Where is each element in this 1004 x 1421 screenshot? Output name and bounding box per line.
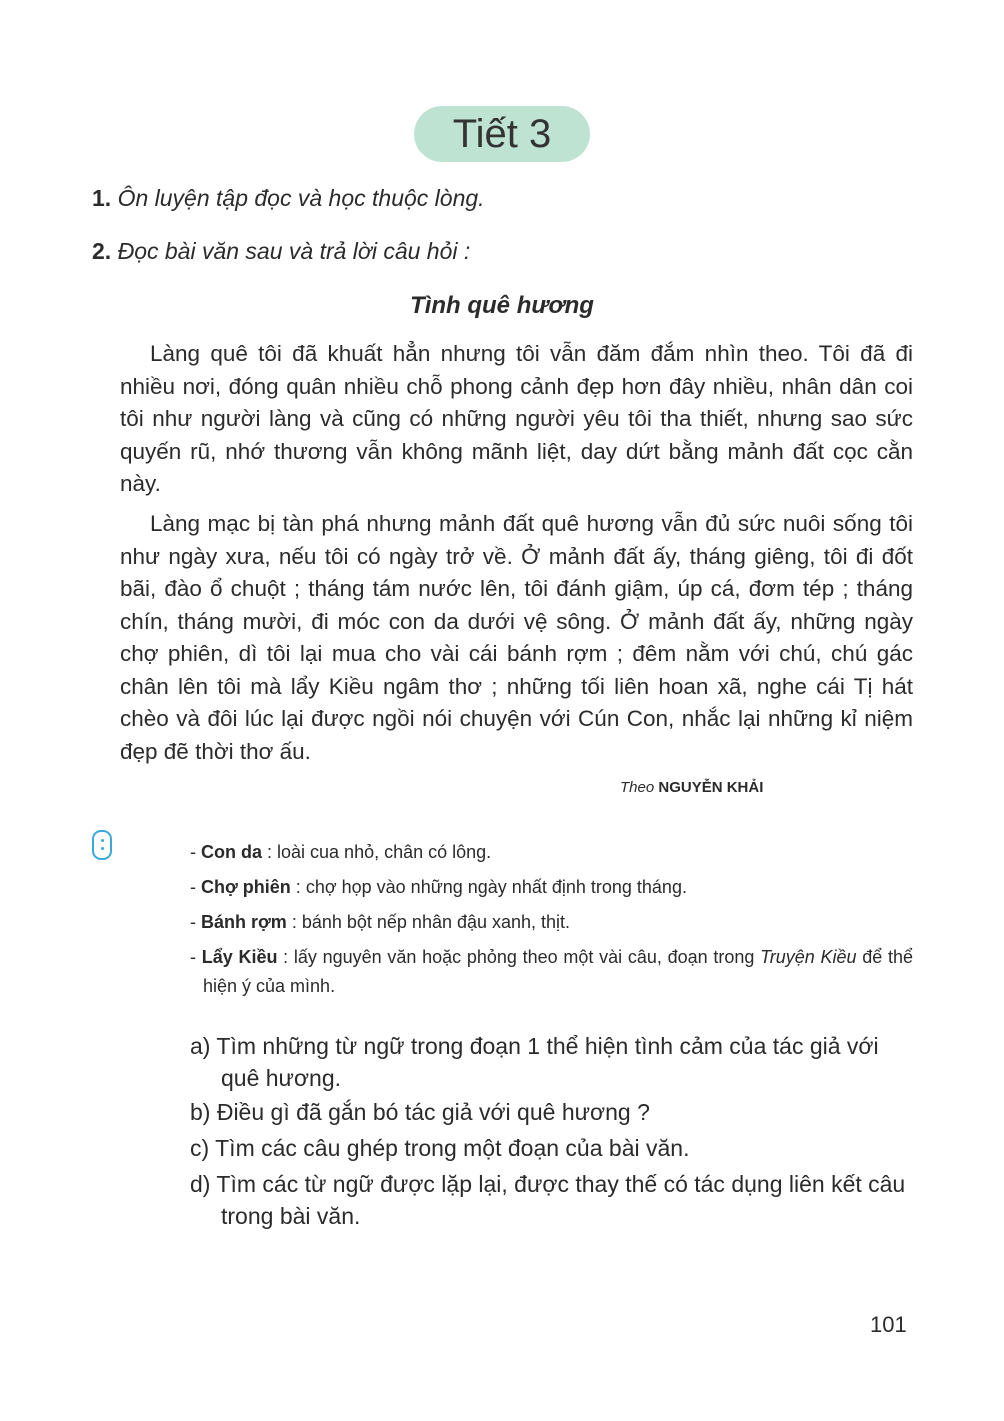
passage-source bbox=[620, 779, 763, 796]
glossary-def: chợ họp vào những ngày nhất định trong tháng. bbox=[305, 877, 687, 897]
glossary-def: bánh bột nếp nhân đậu xanh, thịt. bbox=[301, 912, 571, 932]
glossary-term: Con da bbox=[201, 842, 262, 862]
glossary-def-tail: để thể hiện ý của mình. bbox=[203, 947, 914, 996]
task-1 bbox=[92, 185, 485, 212]
task-1-number: 1. bbox=[92, 185, 112, 211]
glossary-sep: : bbox=[262, 842, 278, 862]
glossary-def-italic: Truyện Kiều bbox=[760, 947, 857, 967]
passage-paragraph-2: Làng mạc bị tàn phá nhưng mảnh đất quê hương vẫn đủ sức nuôi sống tôi như ngày xưa, nếu tôi có ngày trở về. Ở mảnh đất ấy, tháng giêng, tôi đi đốt bãi, đào ổ chuột ; tháng tám nước lên, tôi đánh giậm, úp cá, đơm tép ; tháng chín, tháng mười, đi móc con da dưới vệ sông. Ở mảnh đất ấy, những ngày chợ phiên, dì tôi lại mua cho vài cái bánh rợm ; đêm nằm với chú, chú gác chân lên tôi mà lẩy Kiều ngâm thơ ; những tối liên hoan xã, nghe cái Tị hát chèo và đôi lúc lại được ngồi nói chuyện với Cún Con, nhắc lại những kỉ niệm đẹp đẽ thời thơ ấu. bbox=[120, 511, 913, 764]
lesson-title-badge bbox=[414, 106, 590, 162]
source-prefix: Theo bbox=[620, 779, 655, 796]
task-1-text: Ôn luyện tập đọc và học thuộc lòng. bbox=[117, 185, 485, 211]
task-2-number: 2. bbox=[92, 238, 112, 264]
question-d: d) Tìm các từ ngữ được lặp lại, được thay thế có tác dụng liên kết câu trong bài văn. bbox=[190, 1171, 906, 1229]
task-2-text: Đọc bài văn sau và trả lời câu hỏi : bbox=[117, 238, 471, 264]
glossary-term: Chợ phiên bbox=[201, 877, 291, 897]
glossary-item: - Con da : loài cua nhỏ, chân có lông. bbox=[190, 842, 492, 862]
passage-paragraph-1: Làng quê tôi đã khuất hẳn nhưng tôi vẫn đăm đắm nhìn theo. Tôi đã đi nhiều nơi, đóng quân nhiều chỗ phong cảnh đẹp hơn đây nhiều, nhân dân coi tôi như người làng và cũng có những người yêu tôi tha thiết, nhưng sao sức quyến rũ, nhớ thương vẫn không mãnh liệt, day dứt bằng mảnh đất cọc cằn này. bbox=[120, 341, 913, 496]
question-b: b) Điều gì đã gắn bó tác giả với quê hương ? bbox=[190, 1099, 650, 1125]
glossary-sep: : bbox=[290, 877, 306, 897]
glossary-def: loài cua nhỏ, chân có lông. bbox=[277, 842, 492, 862]
question-a: a) Tìm những từ ngữ trong đoạn 1 thể hiện tình cảm của tác giả với quê hương. bbox=[190, 1033, 879, 1091]
glossary-item: - Chợ phiên : chợ họp vào những ngày nhất định trong tháng. bbox=[190, 877, 687, 897]
glossary-sep: : bbox=[286, 912, 302, 932]
glossary-term: Bánh rợm bbox=[201, 912, 287, 932]
glossary-item: - Lẩy Kiều : lấy nguyên văn hoặc phỏng theo một vài câu, đoạn trong Truyện Kiều để thể hiện ý của mình. bbox=[190, 947, 914, 996]
glossary-sep: : bbox=[277, 947, 294, 967]
glossary-term: Lẩy Kiều bbox=[201, 947, 278, 967]
lesson-title: Tiết 3 bbox=[452, 111, 552, 156]
source-author: NGUYỄN KHẢI bbox=[658, 779, 764, 796]
glossary-def: lấy nguyên văn hoặc phỏng theo một vài câu, đoạn trong bbox=[293, 947, 755, 967]
page-number: 101 bbox=[870, 1312, 907, 1337]
question-c: c) Tìm các câu ghép trong một đoạn của bài văn. bbox=[190, 1135, 690, 1161]
task-2 bbox=[92, 238, 470, 265]
passage-title: Tình quê hương bbox=[410, 292, 594, 319]
glossary-item: - Bánh rợm : bánh bột nếp nhân đậu xanh, thịt. bbox=[190, 912, 571, 932]
glossary-note-icon bbox=[92, 830, 112, 860]
